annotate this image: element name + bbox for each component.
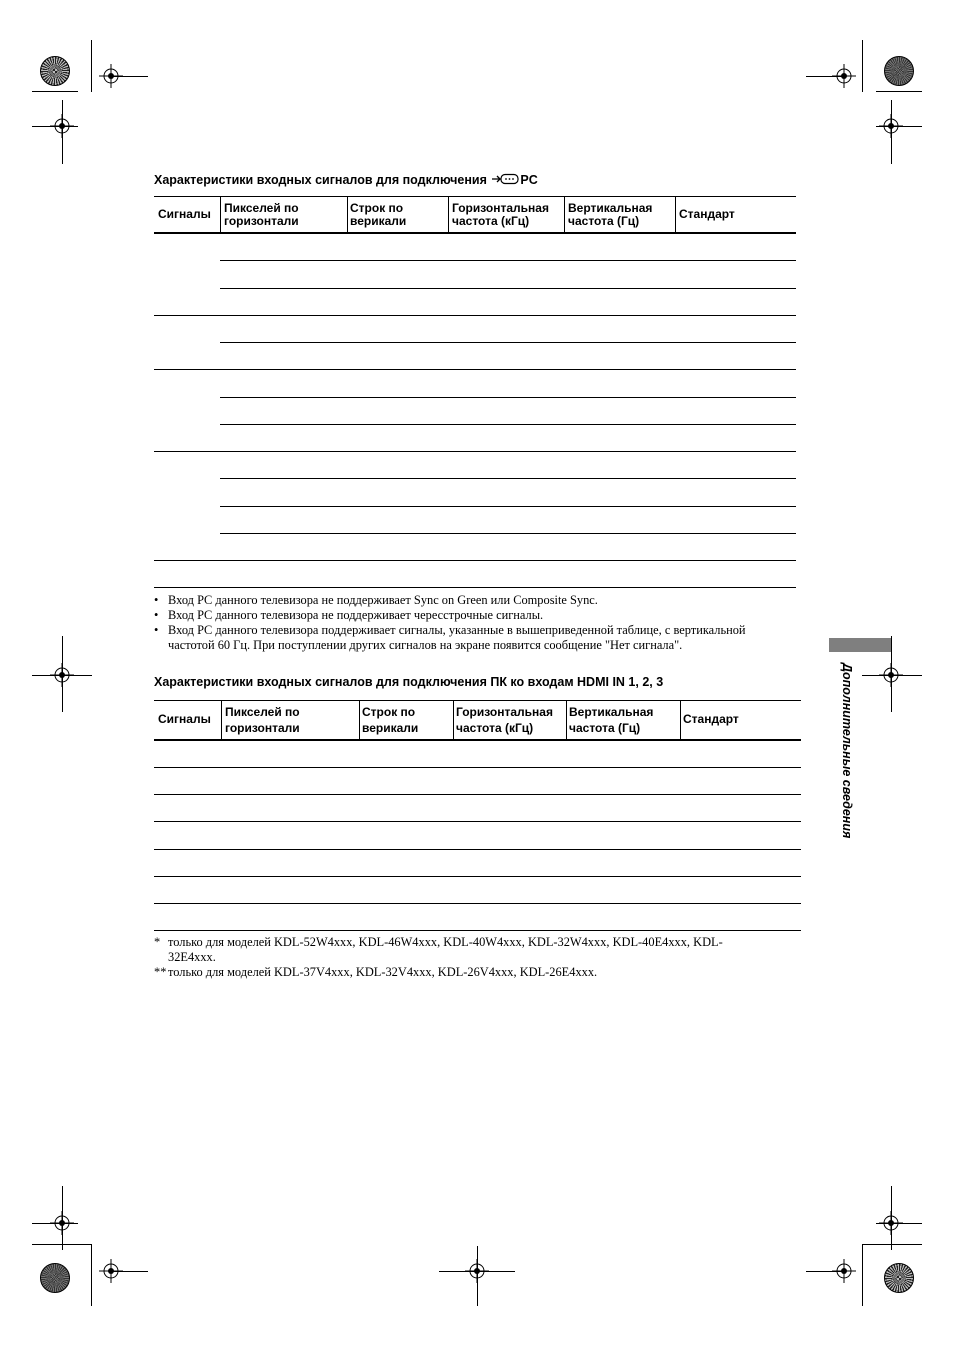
table1-title [154, 172, 538, 187]
table2-header-standard: Стандарт [683, 712, 739, 726]
table1-row-line [154, 315, 796, 316]
table1-row-line [220, 397, 796, 398]
table2-row-line [154, 767, 801, 768]
table2-header-v-freq: Вертикальная частота (Гц) [569, 705, 654, 735]
note-text: Вход PC данного телевизора поддерживает сигналы, указанные в вышеприведенной таблице, с вертикальной частотой 60 Гц. При поступлении других сигналов на экране появится сообщение "Нет сигнала". [168, 623, 746, 653]
registration-sun-icon [40, 1263, 70, 1293]
table2-header-v-lines: Строк по верикали [362, 705, 419, 735]
table2-header-h-freq: Горизонтальная частота (кГц) [456, 705, 553, 735]
table1-header-v-freq: Вертикальная частота (Гц) [568, 201, 653, 228]
note-item: • Вход PC данного телевизора поддерживает сигналы, указанные в вышеприведенной таблице, с вертикальной частотой 60 Гц. При поступлении других сигналов на экране появится сообщение "Нет сигнала". [154, 623, 794, 669]
table1-header-h-freq: Горизонтальная частота (кГц) [452, 201, 549, 228]
table1-row-line [220, 533, 796, 534]
side-tab-marker [829, 638, 891, 652]
table1-header-h-pixels: Пикселей по горизонтали [224, 201, 299, 228]
pc-input-icon [490, 172, 520, 186]
footnote-text: только для моделей KDL-37V4xxx, KDL-32V4xxx, KDL-26V4xxx, KDL-26E4xxx. [168, 965, 598, 979]
footnote-item [154, 935, 794, 967]
table1-header-v-lines: Строк по верикали [350, 201, 407, 228]
table2-row-line [154, 930, 801, 931]
table1-header-signals: Сигналы [158, 207, 211, 221]
table2-row-line [154, 794, 801, 795]
table2-row-line [154, 876, 801, 877]
registration-sun-icon [884, 56, 914, 86]
table2-header-signals: Сигналы [158, 712, 211, 726]
table1-row-line [154, 369, 796, 370]
side-tab-label: Дополнительные сведения [840, 663, 854, 839]
table1-row-line [154, 560, 796, 561]
table1-row-line [220, 506, 796, 507]
table2-row-line [154, 821, 801, 822]
table1-row-line [220, 342, 796, 343]
note-text: Вход PC данного телевизора не поддерживает чересстрочные сигналы. [168, 608, 544, 622]
footnote-item [154, 965, 794, 981]
note-text: Вход PC данного телевизора не поддерживает Sync on Green или Composite Sync. [168, 593, 598, 607]
note-item: • Вход PC данного телевизора не поддерживает чересстрочные сигналы. [154, 608, 794, 624]
table2-row-line [154, 903, 801, 904]
table2-title: Характеристики входных сигналов для подключения ПК ко входам HDMI IN 1, 2, 3 [154, 675, 664, 689]
table1-row-line [220, 288, 796, 289]
registration-sun-icon [40, 56, 70, 86]
table1-row-line [220, 478, 796, 479]
table2-row-line [154, 849, 801, 850]
footnote-mark: ** [154, 965, 167, 979]
footnote-mark: * [154, 935, 161, 949]
table1-title-suffix: PC [520, 173, 538, 187]
table1-row-line [154, 587, 796, 588]
table1-row-line [220, 260, 796, 261]
table1-row-line [220, 424, 796, 425]
table2-header-h-pixels: Пикселей по горизонтали [225, 705, 300, 735]
registration-sun-icon [884, 1263, 914, 1293]
table1-row-line [154, 451, 796, 452]
table1-title-text: Характеристики входных сигналов для подключения [154, 173, 487, 187]
table1-header-standard: Стандарт [679, 207, 735, 221]
note-item: • Вход PC данного телевизора не поддерживает Sync on Green или Composite Sync. [154, 593, 794, 609]
footnote-text: только для моделей KDL-52W4xxx, KDL-46W4xxx, KDL-40W4xxx, KDL-32W4xxx, KDL-40E4xxx, KDL-32E4xxx. [168, 935, 723, 965]
